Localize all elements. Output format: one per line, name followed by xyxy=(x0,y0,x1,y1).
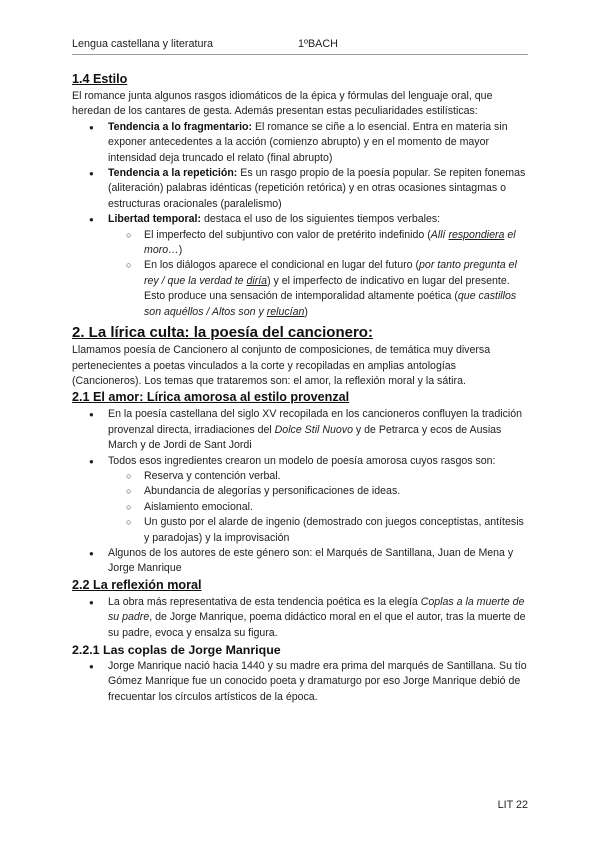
section-1-4-intro: El romance junta algunos rasgos idiomáticos de la épica y fórmulas del lenguaje oral, que heredan de los cantares de gesta. Además presentan estas peculiaridades estilísticas: xyxy=(72,90,493,118)
section-2-2-title: 2.2 La reflexión moral xyxy=(72,577,202,592)
sub-italic: que castillos son aquéllos / Altos son y xyxy=(144,290,517,318)
list-item xyxy=(72,407,528,453)
bullet-text: y de Petrarca y ecos de Ausias March y de Jordi de Sant Jordi xyxy=(108,423,502,452)
sub-italic: el moro… xyxy=(144,228,516,257)
header-subject: Lengua castellana y literatura xyxy=(72,38,214,50)
love-poetry-traits-sublist xyxy=(108,469,528,546)
page-content xyxy=(72,71,528,705)
page-header xyxy=(72,37,528,53)
list-item xyxy=(72,120,528,166)
sub-underlined: diría xyxy=(246,274,268,287)
bullet-text: El romance se ciñe a lo esencial. Entra en materia sin exponer antecedentes a la acción (comienzo abrupto) y en el momento de mayor intensidad deja truncado el relato (final abrupto) xyxy=(108,120,508,164)
sublist-item xyxy=(108,228,528,259)
list-item xyxy=(72,212,528,320)
list-item xyxy=(72,595,528,641)
sublist-item xyxy=(108,258,528,320)
section-2-intro: Llamamos poesía de Cancionero al conjunto de composiciones, de temática muy diversa pertenecientes a poetas vinculados a la corte y recopiladas en amplias antologías (Cancioneros). Los temas que trataremos son: el amor, la reflexión moral y la sátira. xyxy=(72,344,491,387)
sub-text: ) y el imperfecto de indicativo en lugar del presente. Esto produce una sensación de intemporalidad altamente poética ( xyxy=(144,274,510,303)
sub-underlined: relucían xyxy=(266,305,305,318)
sublist-item: ○ Abundancia de alegorías y personificaciones de ideas. xyxy=(108,484,528,499)
section-2-1-title: 2.1 El amor: Lírica amorosa al estilo provenzal xyxy=(72,390,350,405)
section-2-2-1-title: 2.2.1 Las coplas de Jorge Manrique xyxy=(72,643,281,657)
sub-text: ) xyxy=(178,244,183,257)
bullet-text: Es un rasgo propio de la poesía popular. Se repiten fonemas (aliteración) palabras idénticas (repetición retórica) y en otras ocasiones sintagmas o estructuras oracionales (paralelismo) xyxy=(108,167,526,210)
sub-text: El imperfecto del subjuntivo con valor de pretérito indefinido ( xyxy=(144,228,431,241)
bullet-italic: Dolce Stil Nuovo xyxy=(274,423,353,436)
bullet-italic: Coplas a la muerte de su padre xyxy=(108,595,525,624)
bullet-label: Tendencia a lo fragmentario: xyxy=(108,120,253,133)
header-course: 1ºBACH xyxy=(298,38,338,50)
section-1-4-list xyxy=(72,120,528,320)
sublist-item: ○ Un gusto por el alarde de ingenio (demostrado con juegos conceptistas, antítesis y paradojas) y la improvisación xyxy=(108,515,528,546)
section-2-1-list xyxy=(72,407,528,576)
section-2-title: 2. La lírica culta: la poesía del cancionero: xyxy=(72,324,373,342)
bullet-text: destaca el uso de los siguientes tiempos verbales: xyxy=(201,213,441,226)
list-item: ● Jorge Manrique nació hacia 1440 y su madre era prima del marqués de Santillana. Su tío Gómez Manrique fue un conocido poeta y dramaturgo por eso Jorge Manrique debió de frecuentar los círculos artísticos de la época. xyxy=(72,659,528,705)
sub-underlined: respondiera xyxy=(448,228,505,241)
section-2-2-1-list xyxy=(72,659,528,705)
sublist-item: ○ Aislamiento emocional. xyxy=(108,500,528,515)
bullet-text: , de Jorge Manrique, poema didáctico moral en el que el autor, tras la muerte de su padre, evoca y ensalza su figura. xyxy=(108,611,526,639)
header-divider xyxy=(72,54,528,55)
sub-italic: Allí xyxy=(430,228,449,241)
bullet-text: En la poesía castellana del siglo XV recopilada en los cancioneros confluyen la tradición provenzal directa, irradiaciones del xyxy=(108,408,522,436)
list-item xyxy=(72,166,528,212)
list-item: ● Algunos de los autores de este género son: el Marqués de Santillana, Juan de Mena y Jorge Manrique xyxy=(72,546,528,577)
page-number: LIT 22 xyxy=(497,799,528,811)
section-1-4-title: 1.4 Estilo xyxy=(72,72,128,86)
sublist-item: ○ Reserva y contención verbal. xyxy=(108,469,528,484)
sub-italic: por tanto pregunta el rey / que la verdad te xyxy=(144,259,517,287)
sub-text: En los diálogos aparece el condicional en lugar del futuro ( xyxy=(144,259,420,272)
bullet-label: Tendencia a la repetición: xyxy=(108,167,238,180)
list-item xyxy=(72,454,528,546)
section-2-2-list xyxy=(72,595,528,641)
sub-text: ) xyxy=(304,305,308,318)
verb-tenses-sublist xyxy=(108,228,528,320)
bullet-text: Todos esos ingredientes crearon un modelo de poesía amorosa cuyos rasgos son: xyxy=(108,454,496,467)
bullet-label: Libertad temporal: xyxy=(108,213,202,226)
bullet-text: La obra más representativa de esta tendencia poética es la elegía xyxy=(108,595,421,608)
